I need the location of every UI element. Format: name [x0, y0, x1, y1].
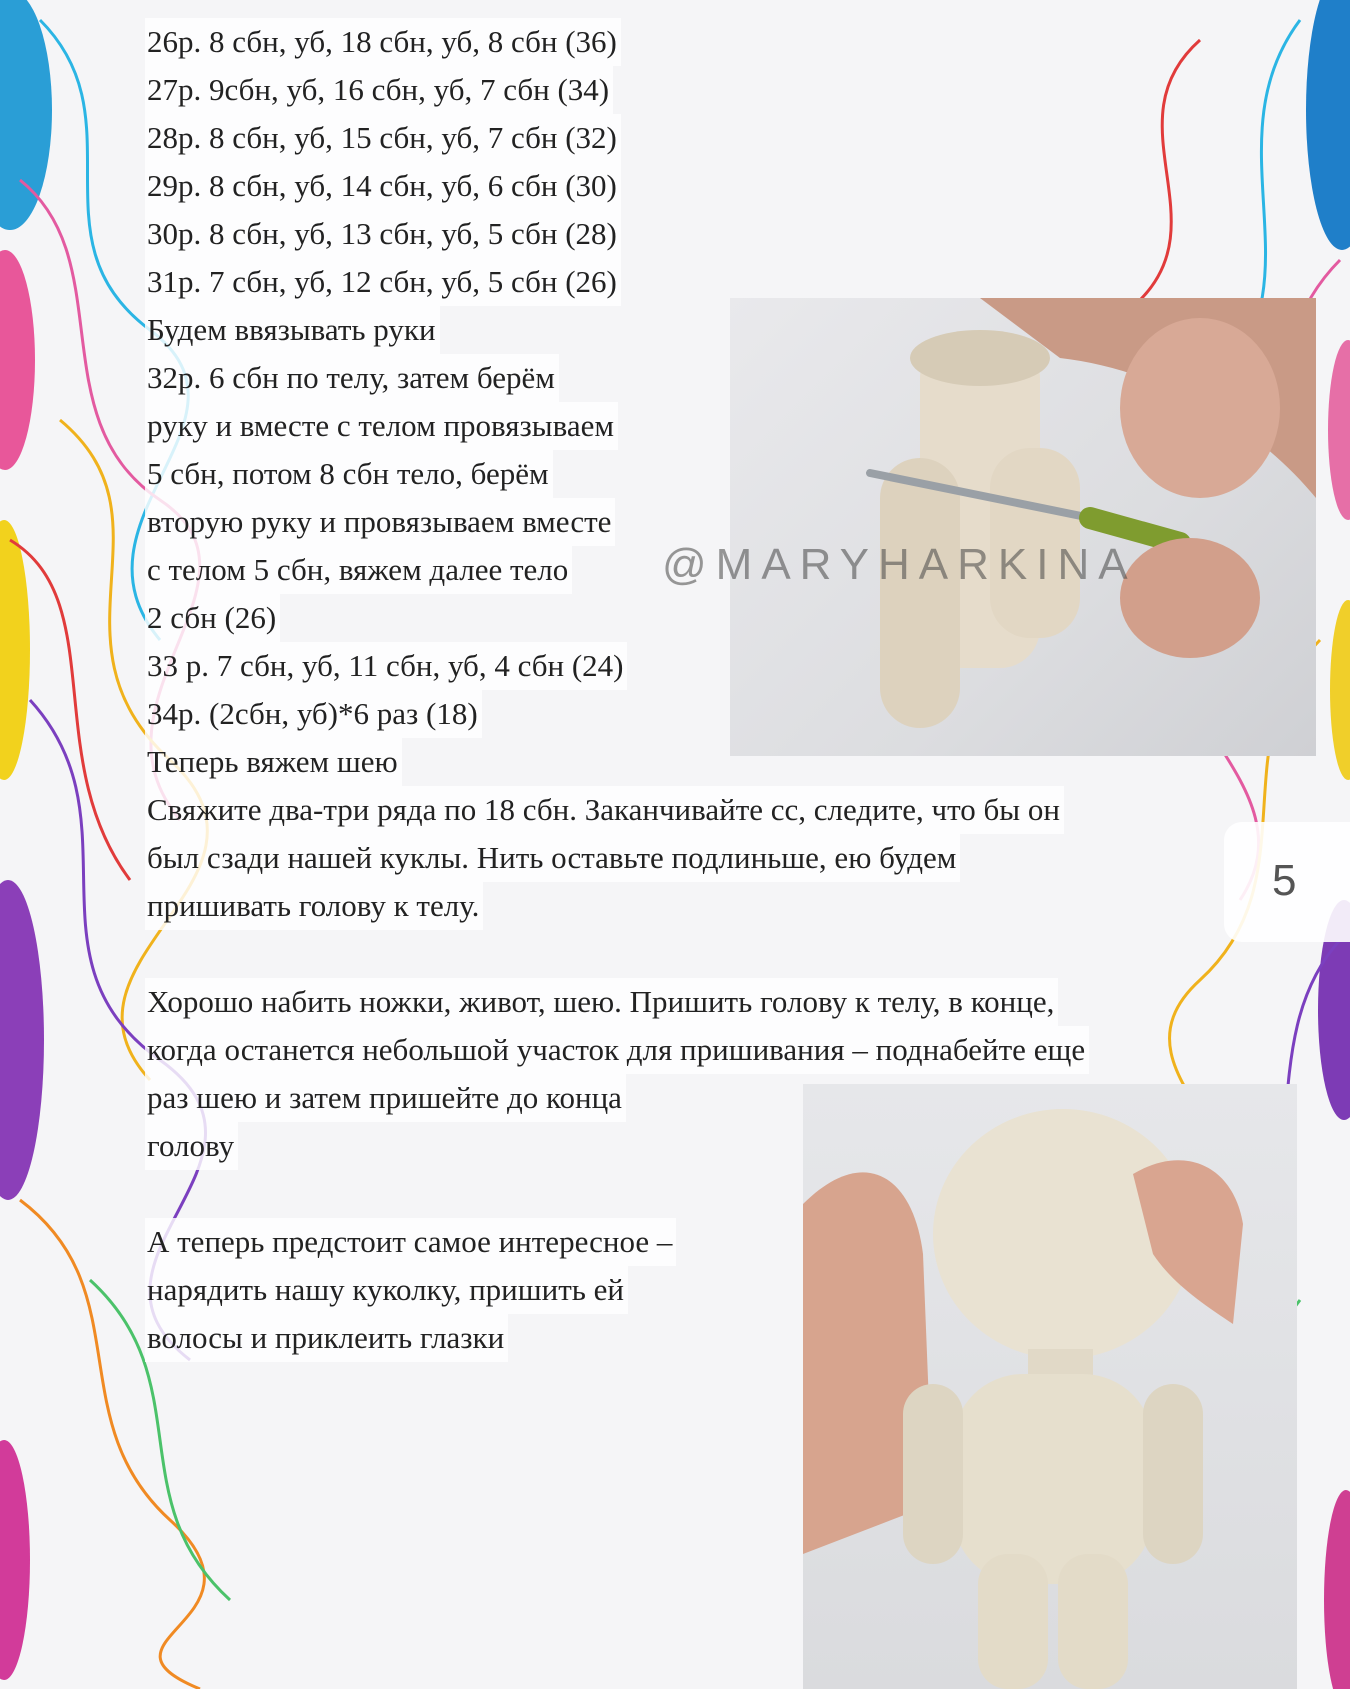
pattern-line-row-32-cont: руку и вместе с телом провязываем — [145, 402, 618, 450]
pattern-text — [145, 18, 1265, 1362]
pattern-line-row-32-end: 2 сбн (26) — [145, 594, 280, 642]
stuffing-instruction-line: Хорошо набить ножки, живот, шею. Пришить голову к телу, в конце, — [145, 978, 1058, 1026]
pattern-line-row-26: 26р. 8 сбн, уб, 18 сбн, уб, 8 сбн (36) — [145, 18, 621, 66]
page-number: 5 — [1272, 856, 1297, 905]
pattern-line-row-32-cont: с телом 5 сбн, вяжем далее тело — [145, 546, 572, 594]
pattern-line-row-32-cont: 5 сбн, потом 8 сбн тело, берём — [145, 450, 553, 498]
pattern-line-row-29: 29р. 8 сбн, уб, 14 сбн, уб, 6 сбн (30) — [145, 162, 621, 210]
pattern-line-row-30: 30р. 8 сбн, уб, 13 сбн, уб, 5 сбн (28) — [145, 210, 621, 258]
final-instruction-line: А теперь предстоит самое интересное – — [145, 1218, 676, 1266]
pattern-line-row-33: 33 р. 7 сбн, уб, 11 сбн, уб, 4 сбн (24) — [145, 642, 627, 690]
pattern-line-row-31: 31р. 7 сбн, уб, 12 сбн, уб, 5 сбн (26) — [145, 258, 621, 306]
stuffing-instruction-line: когда останется небольшой участок для пришивания – поднабейте еще — [145, 1026, 1089, 1074]
section-heading-arms: Будем ввязывать руки — [145, 306, 440, 354]
neck-instruction-line: пришивать голову к телу. — [145, 882, 483, 930]
pattern-line-row-32-cont: вторую руку и провязываем вместе — [145, 498, 615, 546]
stuffing-instruction-line: голову — [145, 1122, 238, 1170]
section-heading-neck: Теперь вяжем шею — [145, 738, 402, 786]
pattern-line-row-34: 34р. (2сбн, уб)*6 раз (18) — [145, 690, 482, 738]
pattern-line-row-32: 32р. 6 сбн по телу, затем берём — [145, 354, 559, 402]
author-watermark: @MARYHARKINA — [662, 540, 1137, 589]
neck-instruction-line: был сзади нашей куклы. Нить оставьте подлиньше, ею будем — [145, 834, 960, 882]
final-instruction-line: нарядить нашу куколку, пришить ей — [145, 1266, 628, 1314]
pattern-line-row-28: 28р. 8 сбн, уб, 15 сбн, уб, 7 сбн (32) — [145, 114, 621, 162]
pattern-line-row-27: 27р. 9сбн, уб, 16 сбн, уб, 7 сбн (34) — [145, 66, 613, 114]
neck-instruction-line: Свяжите два-три ряда по 18 сбн. Заканчивайте сс, следите, что бы он — [145, 786, 1064, 834]
stuffing-instruction-line: раз шею и затем пришейте до конца — [145, 1074, 626, 1122]
final-instruction-line: волосы и приклеить глазки — [145, 1314, 508, 1362]
